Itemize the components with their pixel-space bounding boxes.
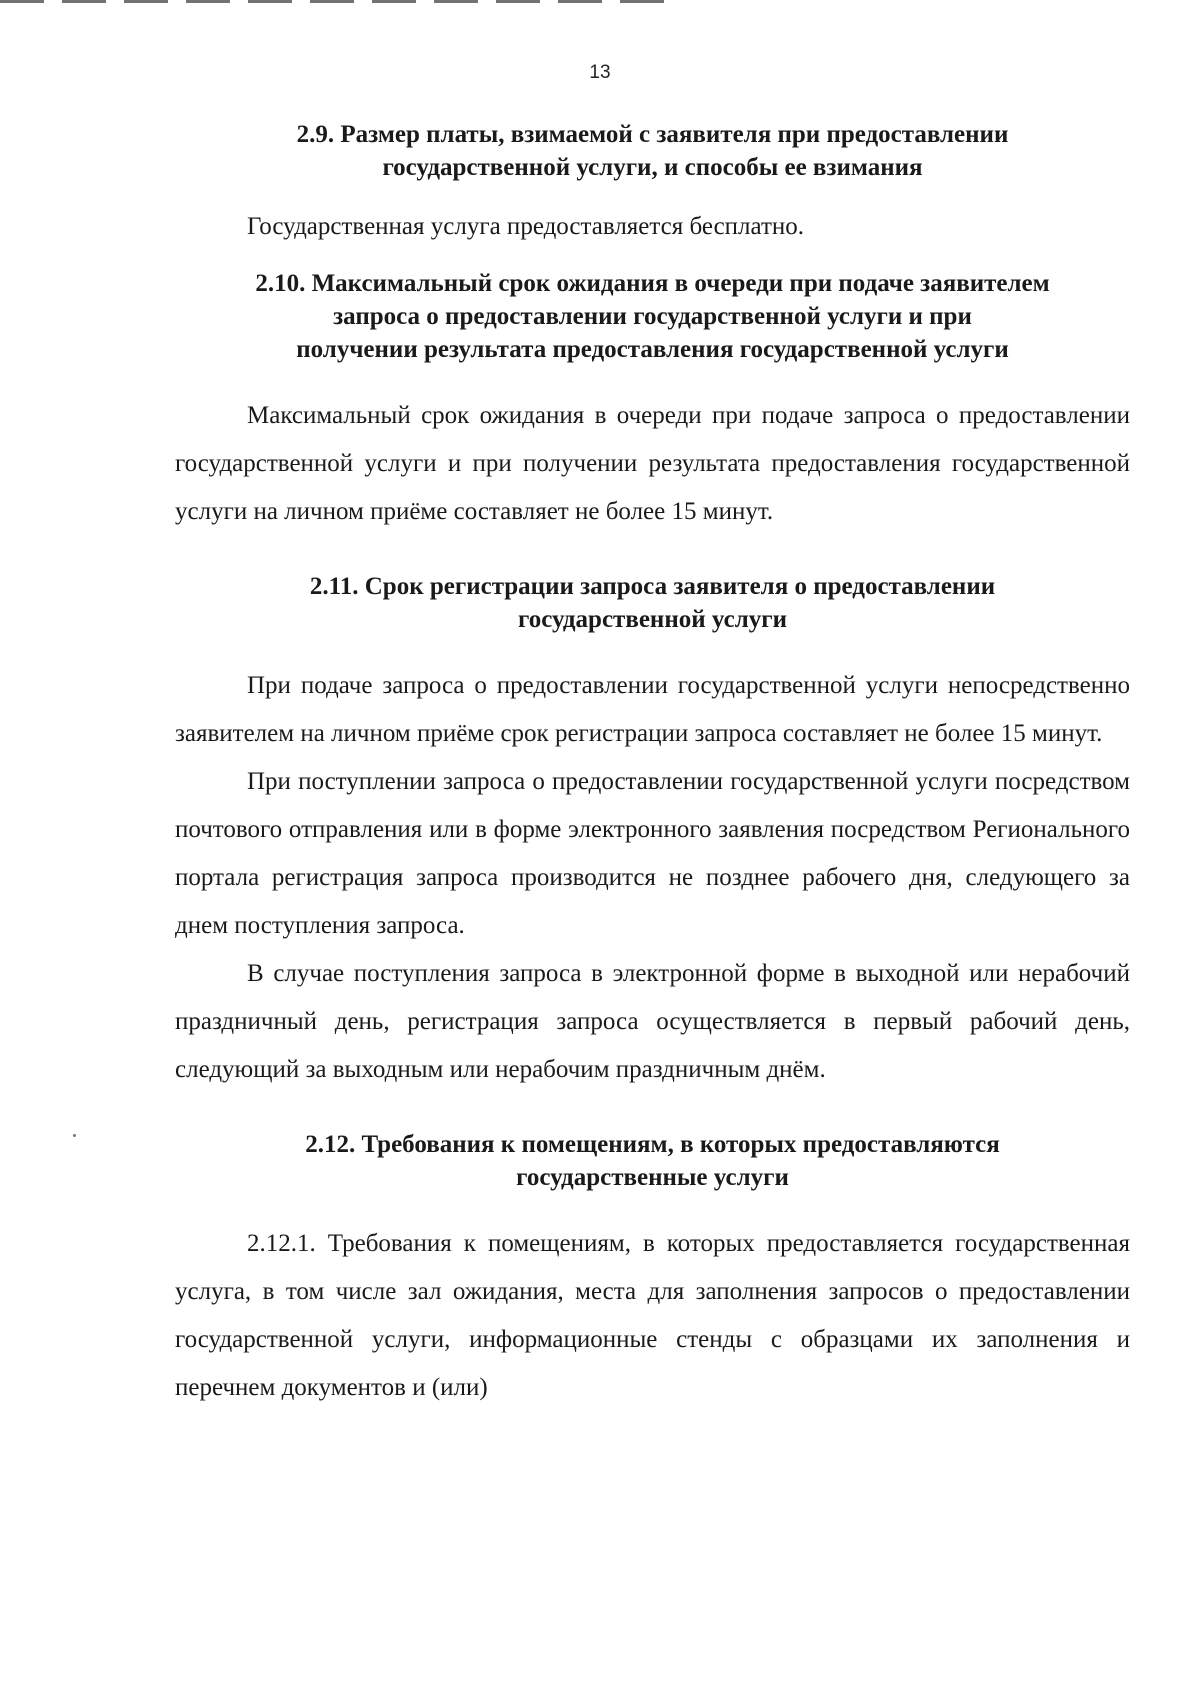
heading-line: государственной услуги [517, 606, 788, 633]
heading-line: государственные услуги [516, 1164, 789, 1191]
paragraph-2-11-3: В случае поступления запроса в электронной форме в выходной или нерабочий праздничный день, регистрация запроса осуществляется в первый рабочий день, следующий за выходным или нерабочим праздничным днём. [175, 960, 1130, 1083]
paragraph-2-12-1: 2.12.1. Требования к помещениям, в которых предоставляется государственная услуга, в том числе зал ожидания, места для заполнения запросов о предоставлении государственной услуги, информационные стенды с образцами их заполнения и перечнем документов и (или) [175, 1230, 1130, 1401]
heading-line: 2.12. Требования к помещениям, в которых предоставляются [305, 1131, 1000, 1158]
page-number: 13 [589, 62, 611, 83]
scan-speck [73, 1134, 76, 1137]
section-heading-2-12 [175, 1128, 1130, 1194]
section-heading-2-10 [175, 267, 1130, 366]
section-heading-2-9 [175, 118, 1130, 184]
paragraph-2-11-1: При подаче запроса о предоставлении государственной услуги непосредственно заявителем на личном приёме срок регистрации запроса составляет не более 15 минут. [175, 672, 1130, 747]
paragraph-2-10: Максимальный срок ожидания в очереди при подаче запроса о предоставлении государственной услуги и при получении результата предоставления государственной услуги на личном приёме составляет не более 15 минут. [175, 402, 1130, 525]
heading-line: 2.9. Размер платы, взимаемой с заявителя при предоставлении [296, 121, 1009, 148]
section-heading-2-11 [175, 570, 1130, 636]
heading-line: запроса о предоставлении государственной услуги и при [333, 303, 972, 330]
paragraph-2-11-2: При поступлении запроса о предоставлении государственной услуги посредством почтового отправления или в форме электронного заявления посредством Регионального портала регистрация запроса производится не позднее рабочего дня, следующего за днем поступления запроса. [175, 768, 1130, 939]
heading-line: 2.10. Максимальный срок ожидания в очереди при подаче заявителем [255, 270, 1050, 297]
scan-edge-marks [0, 0, 680, 3]
heading-line: государственной услуги, и способы ее взимания [382, 154, 923, 181]
heading-line: 2.11. Срок регистрации запроса заявителя о предоставлении [309, 573, 996, 600]
heading-line: получении результата предоставления государственной услуги [296, 336, 1009, 363]
paragraph-2-9: Государственная услуга предоставляется бесплатно. [247, 213, 805, 240]
document-body [175, 118, 1130, 1412]
